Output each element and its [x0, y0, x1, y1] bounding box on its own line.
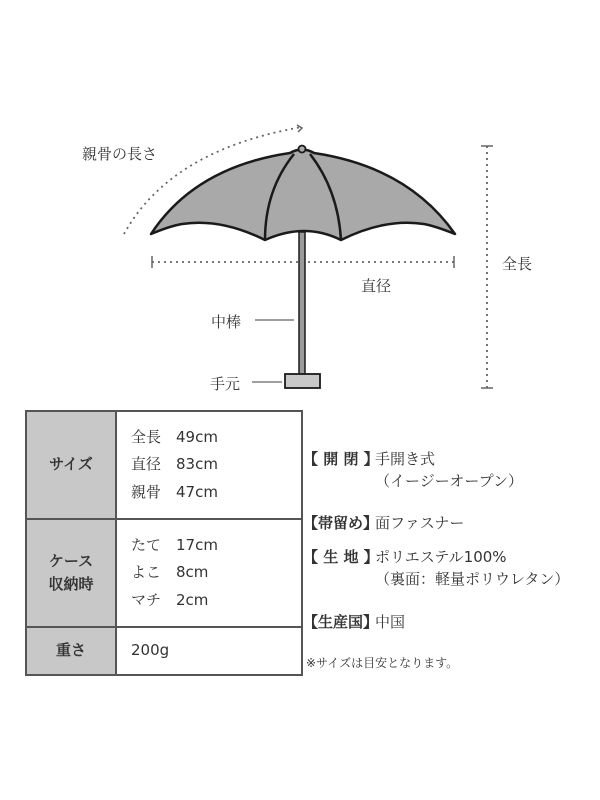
spec-value-line: 200g: [131, 641, 170, 660]
shaft-label: 中棒: [211, 313, 242, 331]
note-value-fabric: [375, 546, 569, 590]
spec-values-size: [116, 411, 302, 519]
rib-length-label: 親骨の長さ: [82, 145, 158, 163]
spec-head-case-line1: ケース: [48, 551, 94, 570]
note-value-line: （裏面：軽量ポリウレタン）: [375, 570, 570, 588]
spec-row-case: [26, 519, 302, 627]
note-value-line: 手開き式: [375, 450, 436, 468]
spec-head-size: サイズ: [26, 411, 116, 519]
spec-head-case-line2: 収納時: [48, 575, 94, 593]
spec-values-case: [116, 519, 302, 627]
note-key-fabric: 【 生 地 】: [303, 548, 379, 566]
note-key-origin: 【生産国】: [303, 613, 379, 631]
note-key-strap: 【帯留め】: [303, 514, 379, 532]
spec-value-line: 直径 83cm: [131, 455, 218, 474]
note-value-origin: [375, 611, 405, 633]
spec-value-line: 全長 49cm: [131, 427, 218, 446]
diameter-label: 直径: [361, 277, 392, 295]
note-value-line: ポリエステル100%: [375, 548, 507, 566]
spec-row-weight: [26, 627, 302, 675]
spec-head-weight: 重さ: [26, 627, 116, 675]
umbrella-tip: [299, 146, 306, 153]
spec-value-line: 親骨 47cm: [131, 482, 218, 501]
umbrella-handle: [285, 374, 320, 388]
note-value-line: 中国: [375, 613, 406, 631]
spec-values-weight: [116, 627, 302, 675]
spec-row-size: [26, 411, 302, 519]
note-value-strap: [375, 512, 464, 534]
handle-label: 手元: [210, 375, 241, 393]
size-footnote: ※サイズは目安となります。: [306, 656, 459, 670]
total-length-label: 全長: [502, 255, 533, 273]
spec-table: [25, 410, 303, 676]
note-value-line: （イージーオープン）: [375, 472, 524, 490]
spec-value-line: たて 17cm: [131, 535, 218, 554]
umbrella-shaft: [299, 232, 305, 375]
spec-value-line: マチ 2cm: [131, 590, 209, 609]
spec-value-line: よこ 8cm: [131, 563, 209, 582]
spec-head-case: [26, 519, 116, 627]
note-key-opening: 【 開 閉 】: [303, 450, 379, 468]
note-value-line: 面ファスナー: [375, 514, 465, 532]
note-value-opening: [375, 448, 523, 492]
